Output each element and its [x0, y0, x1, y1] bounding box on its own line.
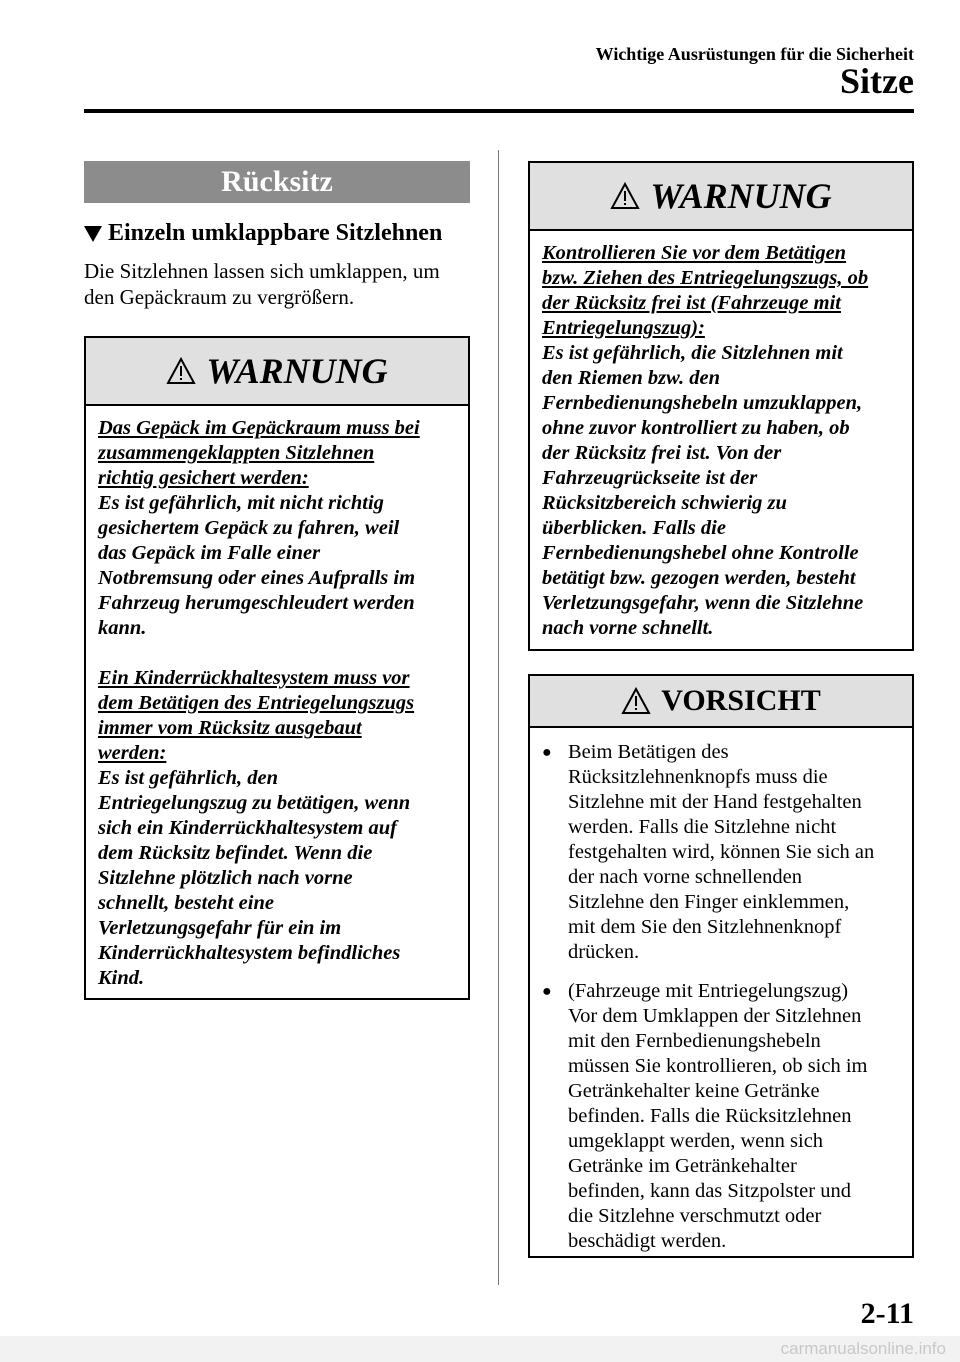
- list-item: ● Beim Betätigen des Rücksitzlehnenknopfs muss die Sitzlehne mit der Hand festgehalten werden. Falls die Sitzlehne nicht festgehalten wird, können Sie sich an der nach vorne schnellenden Sitzlehne den Finger einklemmen, mit dem Sie den Sitzlehnenknopf drücken.: [542, 741, 875, 963]
- caution-header: [530, 676, 912, 728]
- header-rule: [84, 109, 914, 113]
- sub-heading: [84, 220, 442, 247]
- warning-lead: Kontrollieren Sie vor dem Betätigen bzw. Ziehen des Entriegelungszugs, ob der Rücksitz frei ist (Fahrzeuge mit Entriegelungszug):: [542, 242, 869, 339]
- caution-body: [530, 728, 912, 1264]
- warning-title: WARNUNG: [650, 176, 832, 216]
- warning-header: [86, 338, 468, 406]
- caution-title: VORSICHT: [661, 684, 821, 717]
- intro-paragraph: Die Sitzlehnen lassen sich umklappen, um den Gepäckraum zu vergrößern.: [84, 259, 440, 309]
- triangle-down-icon: [84, 226, 102, 242]
- bullet-icon: ●: [542, 983, 552, 1000]
- warning-triangle-icon: [166, 357, 196, 385]
- section-title-bar: Rücksitz: [84, 161, 470, 203]
- warning-triangle-icon: [621, 687, 651, 715]
- warning-triangle-icon: [610, 182, 640, 210]
- warning-body: Kontrollieren Sie vor dem Betätigen bzw. Ziehen des Entriegelungszugs, ob der Rücksitz frei ist (Fahrzeuge mit Entriegelungszug): Es ist gefährlich, die Sitzlehnen mit den Riemen bzw. den Fernbedienungshebeln umzuklappen, ohne zuvor kontrolliert zu haben, ob der Rücksitz frei ist. Von der Fahrzeugrückseite ist der Rücksitzbereich schwierig zu überblicken. Falls die Fernbedienungshebel ohne Kontrolle betätigt bzw. gezogen werden, besteht Verletzungsgefahr, wenn die Sitzlehne nach vorne schnellt.: [530, 231, 912, 651]
- warning-body: Das Gepäck im Gepäckraum muss bei zusammengeklappten Sitzlehnen richtig gesichert werden: Es ist gefährlich, mit nicht richtig gesichertem Gepäck zu fahren, weil das Gepäck im Falle einer Notbremsung oder eines Aufpralls im Fahrzeug herumgeschleudert werden kann. Ein Kinderrückhaltesystem muss vor dem Betätigen des Entriegelungszugs immer vom Rücksitz ausgebaut werden: Es ist gefährlich, den Entriegelungszug zu betätigen, wenn sich ein Kinderrückhaltesystem auf dem Rücksitz befindet. Wenn die Sitzlehne plötzlich nach vorne schnellt, besteht eine Verletzungsgefahr für ein im Kinderrückhaltesystem befindliches Kind.: [86, 406, 468, 1001]
- column-divider: [498, 150, 499, 1285]
- caution-box: [528, 674, 914, 1258]
- warning-lead: Ein Kinderrückhaltesystem muss vor dem Betätigen des Entriegelungszugs immer vom Rücksitz ausgebaut werden:: [98, 667, 415, 764]
- running-header-title: Sitze: [840, 61, 914, 101]
- warning-lead: Das Gepäck im Gepäckraum muss bei zusammengeklappten Sitzlehnen richtig gesichert werden:: [98, 417, 420, 489]
- warning-box-right: [528, 161, 914, 651]
- warning-title: WARNUNG: [206, 351, 388, 391]
- running-header-section: Wichtige Ausrüstungen für die Sicherheit: [595, 44, 914, 64]
- list-item: ● (Fahrzeuge mit Entriegelungszug) Vor dem Umklappen der Sitzlehnen mit den Fernbedienungshebeln müssen Sie kontrollieren, ob sich im Getränkehalter keine Getränke befinden. Falls die Rücksitzlehnen umgeklappt werden, wenn sich Getränke im Getränkehalter befinden, kann das Sitzpolster und die Sitzlehne verschmutzt oder beschädigt werden.: [542, 980, 868, 1252]
- warning-header: [530, 163, 912, 231]
- warning-box-left: [84, 336, 470, 1000]
- page-number: 2-11: [860, 1297, 914, 1330]
- sub-heading-text: Einzeln umklappbare Sitzlehnen: [108, 220, 443, 246]
- bullet-icon: ●: [542, 744, 552, 761]
- watermark: carmanualsonline.info: [0, 1336, 960, 1362]
